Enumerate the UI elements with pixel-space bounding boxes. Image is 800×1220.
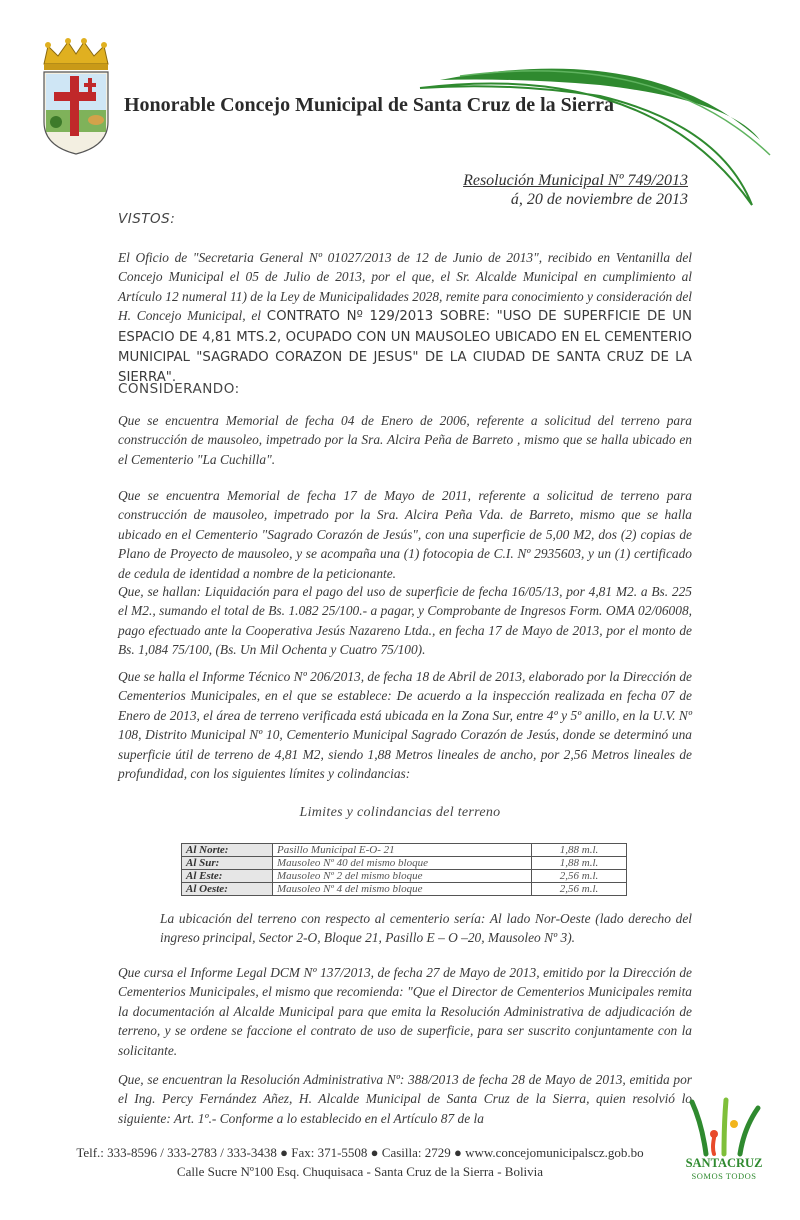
limit-value: 2,56 m.l. — [532, 883, 627, 896]
paragraph-memorial-2006: Que se encuentra Memorial de fecha 04 de Enero de 2006, referente a solicitud del terreno para construcción de mausoleo, impetrado por la Sra. Alcira Peña de Barreto , mismo que se halla ubicado en el Cementerio "La Cuchilla". — [118, 413, 692, 467]
footer-contact: Telf.: 333-8596 / 333-2783 / 333-3438 ● Fax: 371-5508 ● Casilla: 2729 ● www.concejomunicipalscz.gob.bo — [76, 1145, 644, 1160]
table-row — [182, 844, 627, 857]
limit-value: 2,56 m.l. — [532, 870, 627, 883]
table-row — [182, 870, 627, 883]
limits-table — [181, 843, 627, 896]
considerando-heading: CONSIDERANDO: — [118, 381, 240, 397]
limit-value: 1,88 m.l. — [532, 844, 627, 857]
resolution-date: á, 20 de noviembre de 2013 — [510, 191, 688, 208]
limit-description: Mausoleo Nº 4 del mismo bloque — [273, 883, 532, 896]
contract-title: CONTRATO Nº 129/2013 SOBRE: "USO DE SUPERFICIE DE UN ESPACIO DE 4,81 MTS.2, OCUPADO CON UN MAUSOLEO UBICADO EN EL CEMENTERIO MUNICIPAL "SAGRADO CORAZON DE JESUS" DE LA CIUDAD DE SANTA CRUZ DE LA SIERRA". — [118, 309, 692, 386]
footer-address: Calle Sucre Nº100 Esq. Chuquisaca - Santa Cruz de la Sierra - Bolivia — [176, 1164, 544, 1179]
crown-icon — [44, 38, 108, 70]
paragraph-memorial-2011: Que se encuentra Memorial de fecha 17 de Mayo de 2011, referente a solicitud de terreno para construcción de mausoleo, impetrado por la Sra. Alcira Peña Vda. de Barreto, mismo que se halla ubicado en el Cementerio "Sagrado Corazón de Jesús", con una superficie de 5,00 M2, dos (2) copias de Plano de Proyecto de mausoleo, y se acompaña una (1) fotocopia de C.I. Nº 2935603, y un (1) certificado de cedula de identidad a nombre de la peticionante. — [118, 488, 692, 581]
limits-table-title: Limites y colindancias del terreno — [299, 805, 501, 820]
resolution-number: Resolución Municipal Nº 749/2013 — [463, 172, 688, 189]
limit-value: 1,88 m.l. — [532, 857, 627, 870]
coat-of-arms-icon — [36, 36, 116, 156]
vistos-paragraph — [118, 248, 692, 388]
paragraph-ubicacion: La ubicación del terreno con respecto al cementerio sería: Al lado Nor-Oeste (lado derecho del ingreso principal, Sector 2-O, Bloque 21, Pasillo E – O –20, Mausoleo Nº 3). — [160, 911, 692, 946]
logo-tagline: SOMOS TODOS — [691, 1171, 757, 1181]
limit-description: Pasillo Municipal E-O- 21 — [273, 844, 532, 857]
paragraph-liquidacion: Que, se hallan: Liquidación para el pago del uso de superficie de fecha 16/05/13, por 4,81 M2. a Bs. 225 el M2., sumando el total de Bs. 1.082 25/100.- a pagar, y Comprobante de Ingresos Form. OMA 02/06008, pago efectuado ante la Cooperativa Jesús Nazareno Ltda., en fecha 17 de Mayo de 2013, por el monto de Bs. 1,084 75/100, (Bs. Un Mil Ochenta y Cuatro 75/100). — [118, 584, 692, 658]
limit-side: Al Este: — [182, 870, 273, 883]
vistos-heading: VISTOS: — [118, 211, 176, 227]
paragraph-informe-legal: Que cursa el Informe Legal DCM Nº 137/2013, de fecha 27 de Mayo de 2013, emitido por la Dirección de Cementerios Municipales, el mismo que recomienda: "Que el Director de Cementerios Municipales remita la documentación al Alcalde Municipal para que emita la Resolución Administrativa de adjudicación de terreno, y se ordene se faccione el contrato de uso de superficie, para ser suscrito conjuntamente con la solicitante. — [118, 965, 692, 1058]
vistos-text: El Oficio de "Secretaria General Nº 01027/2013 de 12 de Junio de 2013", recibido en Ventanilla del Concejo Municipal el 05 de Julio de 2013, por el que, el Sr. Alcalde Municipal en cumplimiento al Artículo 12 numeral 11) de la Ley de Municipalidades 2028, remite para conocimiento y consideración del H. Concejo Municipal, el — [118, 250, 692, 324]
limit-description: Mausoleo Nº 2 del mismo bloque — [273, 870, 532, 883]
table-row — [182, 883, 627, 896]
logo-name: SANTACRUZ — [685, 1156, 763, 1170]
limit-side: Al Oeste: — [182, 883, 273, 896]
limit-description: Mausoleo Nº 40 del mismo bloque — [273, 857, 532, 870]
organization-title: Honorable Concejo Municipal de Santa Cruz de la Sierra — [124, 94, 614, 116]
limit-side: Al Sur: — [182, 857, 273, 870]
paragraph-resolucion-administrativa: Que, se encuentran la Resolución Administrativa Nº: 388/2013 de fecha 28 de Mayo de 2013, emitida por el Ing. Percy Fernández Añez, H. Alcalde Municipal de Santa Cruz de la Sierra, quien resolvió lo siguiente: Art. 1º.- Conforme a lo establecido en el Artículo 87 de la — [118, 1072, 692, 1126]
limit-side: Al Norte: — [182, 844, 273, 857]
table-row — [182, 857, 627, 870]
paragraph-informe-tecnico: Que se halla el Informe Técnico Nº 206/2013, de fecha 18 de Abril de 2013, elaborado por la Dirección de Cementerios Municipales, en el que se establece: De acuerdo a la inspección realizada en fecha 07 de Enero de 2013, el área de terreno verificada está ubicada en la Zona Sur, entre 4º y 5º anillo, en la U.V. Nº 108, Distrito Municipal Nº 10, Cementerio Municipal Sagrado Corazón de Jesús, donde se determinó una superficie útil de terreno de 4,81 M2, siendo 1,88 Metros lineales de ancho, por 2,56 Metros lineales de profundidad, con los siguientes límites y colindancias: — [118, 669, 692, 782]
